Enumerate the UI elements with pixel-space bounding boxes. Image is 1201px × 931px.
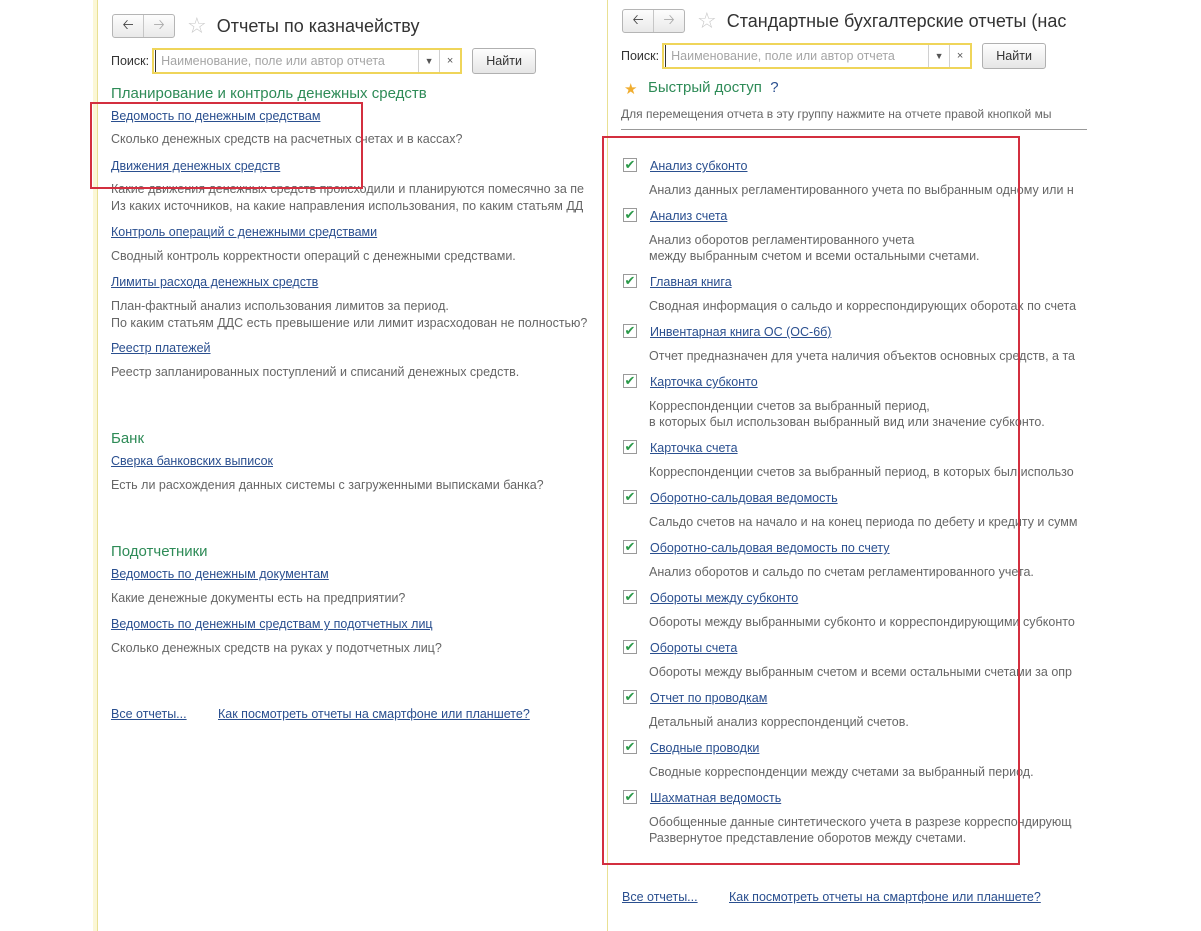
left-titlebar xyxy=(112,12,419,40)
report-link[interactable]: Обороты между субконто xyxy=(650,591,799,605)
report-link[interactable]: Сверка банковских выписок xyxy=(111,454,273,468)
report-description: Обороты между выбранными субконто и корреспондирующими субконто xyxy=(649,615,1075,629)
search-label: Поиск: xyxy=(621,49,660,63)
checkbox-icon[interactable]: ✔ xyxy=(624,589,636,604)
find-button[interactable]: Найти xyxy=(472,48,536,74)
report-description: Сколько денежных средств на руках у подотчетных лиц? xyxy=(111,641,442,655)
report-description: Анализ оборотов регламентированного учета xyxy=(649,233,915,247)
checkbox-icon[interactable]: ✔ xyxy=(624,789,636,804)
report-link[interactable]: Шахматная ведомость xyxy=(650,791,782,805)
report-description: Какие денежные документы есть на предприятии? xyxy=(111,591,406,605)
report-description: Обобщенные данные синтетического учета в разрезе корреспондирующ xyxy=(649,815,1072,829)
report-description: Развернутое представление оборотов между счетами. xyxy=(649,831,967,845)
report-link[interactable]: Реестр платежей xyxy=(111,341,211,355)
chevron-down-icon[interactable]: ▼ xyxy=(928,45,949,67)
report-description: Корреспонденции счетов за выбранный период, xyxy=(649,399,930,413)
report-description: Какие движения денежных средств происходили и планируются помесячно за пе xyxy=(111,182,584,196)
report-link[interactable]: Анализ счета xyxy=(650,209,728,223)
report-link[interactable]: Ведомость по денежным средствам у подотчетных лиц xyxy=(111,617,433,631)
report-description: Корреспонденции счетов за выбранный период, в которых был использо xyxy=(649,465,1074,479)
report-link[interactable]: Движения денежных средств xyxy=(111,159,281,173)
right-search-box xyxy=(662,43,972,69)
checkbox-icon[interactable]: ✔ xyxy=(624,539,636,554)
page-title: Стандартные бухгалтерские отчеты (нас xyxy=(726,10,1067,31)
report-link[interactable]: Карточка счета xyxy=(650,441,738,455)
checkbox-icon[interactable]: ✔ xyxy=(624,373,636,388)
report-description: Отчет предназначен для учета наличия объектов основных средств, а та xyxy=(649,349,1075,363)
right-search-row xyxy=(621,43,1046,69)
report-description: По каким статьям ДДС есть превышение или лимит израсходован не полностью? xyxy=(111,316,588,330)
page-title: Отчеты по казначейству xyxy=(216,15,420,36)
favorite-star-icon[interactable]: ☆ xyxy=(187,13,207,38)
checkbox-icon[interactable]: ✔ xyxy=(624,273,636,288)
search-input[interactable] xyxy=(155,50,418,72)
report-description: План-фактный анализ использования лимитов за период. xyxy=(111,299,449,313)
report-description: в которых был использован выбранный вид или значение субконто. xyxy=(649,415,1045,429)
checkbox-icon[interactable]: ✔ xyxy=(624,207,636,222)
search-input[interactable] xyxy=(665,45,928,67)
all-reports-link[interactable]: Все отчеты... xyxy=(111,707,187,721)
report-description: Сколько денежных средств на расчетных счетах и в кассах? xyxy=(111,132,463,146)
help-icon[interactable]: ? xyxy=(770,79,779,96)
report-link[interactable]: Оборотно-сальдовая ведомость xyxy=(650,491,838,505)
standard-accounting-reports-panel xyxy=(607,0,1087,931)
report-link[interactable]: Ведомость по денежным средствам xyxy=(111,109,321,123)
checkbox-icon[interactable]: ✔ xyxy=(624,489,636,504)
forward-arrow-icon[interactable]: 🡢 xyxy=(143,15,174,37)
checkbox-icon[interactable]: ✔ xyxy=(624,689,636,704)
report-link[interactable]: Инвентарная книга ОС (ОС-6б) xyxy=(650,325,832,339)
mobile-reports-link[interactable]: Как посмотреть отчеты на смартфоне или планшете? xyxy=(729,890,1041,904)
report-link[interactable]: Ведомость по денежным документам xyxy=(111,567,329,581)
report-link[interactable]: Карточка субконто xyxy=(650,375,758,389)
report-description: Сальдо счетов на начало и на конец периода по дебету и кредиту и сумм xyxy=(649,515,1078,529)
checkbox-icon[interactable]: ✔ xyxy=(624,323,636,338)
back-arrow-icon[interactable]: 🡠 xyxy=(122,16,134,32)
report-description: Из каких источников, на какие направления использования, по каким статьям ДД xyxy=(111,199,584,213)
checkbox-icon[interactable]: ✔ xyxy=(624,157,636,172)
find-button[interactable]: Найти xyxy=(982,43,1046,69)
section-title: Банк xyxy=(111,430,145,447)
quick-access-title: Быстрый доступ ? xyxy=(648,79,779,96)
quick-access-star-icon: ★ xyxy=(624,81,638,98)
report-description: Анализ оборотов и сальдо по счетам регламентированного учета. xyxy=(649,565,1034,579)
left-search-box xyxy=(152,48,462,74)
close-icon[interactable]: × xyxy=(949,45,970,67)
left-search-row xyxy=(111,48,536,74)
report-description: Есть ли расхождения данных системы с загруженными выписками банка? xyxy=(111,478,544,492)
checkbox-icon[interactable]: ✔ xyxy=(624,639,636,654)
left-nav-group xyxy=(112,14,175,38)
treasury-reports-panel xyxy=(97,0,608,931)
report-link[interactable]: Оборотно-сальдовая ведомость по счету xyxy=(650,541,890,555)
report-description: Реестр запланированных поступлений и списаний денежных средств. xyxy=(111,365,520,379)
report-link[interactable]: Сводные проводки xyxy=(650,741,760,755)
report-description: Сводный контроль корректности операций с денежными средствами. xyxy=(111,249,516,263)
right-titlebar xyxy=(622,7,1066,35)
favorite-star-icon[interactable]: ☆ xyxy=(697,8,717,33)
section-title: Планирование и контроль денежных средств xyxy=(111,85,427,102)
checkbox-icon[interactable]: ✔ xyxy=(624,439,636,454)
chevron-down-icon[interactable]: ▼ xyxy=(418,50,439,72)
report-link[interactable]: Отчет по проводкам xyxy=(650,691,768,705)
mobile-reports-link[interactable]: Как посмотреть отчеты на смартфоне или планшете? xyxy=(218,707,530,721)
checkbox-icon[interactable]: ✔ xyxy=(624,739,636,754)
forward-arrow-icon[interactable]: 🡢 xyxy=(653,10,684,32)
report-description: Сводная информация о сальдо и корреспондирующих оборотах по счета xyxy=(649,299,1077,313)
report-link[interactable]: Анализ субконто xyxy=(650,159,748,173)
search-label: Поиск: xyxy=(111,54,150,68)
report-link[interactable]: Главная книга xyxy=(650,275,732,289)
report-description: Сводные корреспонденции между счетами за выбранный период. xyxy=(649,765,1034,779)
section-title: Подотчетники xyxy=(111,543,208,560)
report-description: Анализ данных регламентированного учета по выбранным одному или н xyxy=(649,183,1074,197)
report-link[interactable]: Лимиты расхода денежных средств xyxy=(111,275,319,289)
all-reports-link[interactable]: Все отчеты... xyxy=(622,890,698,904)
back-arrow-icon[interactable]: 🡠 xyxy=(632,11,644,27)
report-description: Обороты между выбранным счетом и всеми остальными счетами за опр xyxy=(649,665,1072,679)
report-description: Детальный анализ корреспонденций счетов. xyxy=(649,715,909,729)
quick-access-hint: Для перемещения отчета в эту группу нажмите на отчете правой кнопкой мы xyxy=(621,107,1052,121)
report-description: между выбранным счетом и всеми остальными счетами. xyxy=(649,249,980,263)
report-link[interactable]: Контроль операций с денежными средствами xyxy=(111,225,378,239)
right-nav-group xyxy=(622,9,685,33)
report-link[interactable]: Обороты счета xyxy=(650,641,738,655)
divider xyxy=(621,129,1087,130)
close-icon[interactable]: × xyxy=(439,50,460,72)
